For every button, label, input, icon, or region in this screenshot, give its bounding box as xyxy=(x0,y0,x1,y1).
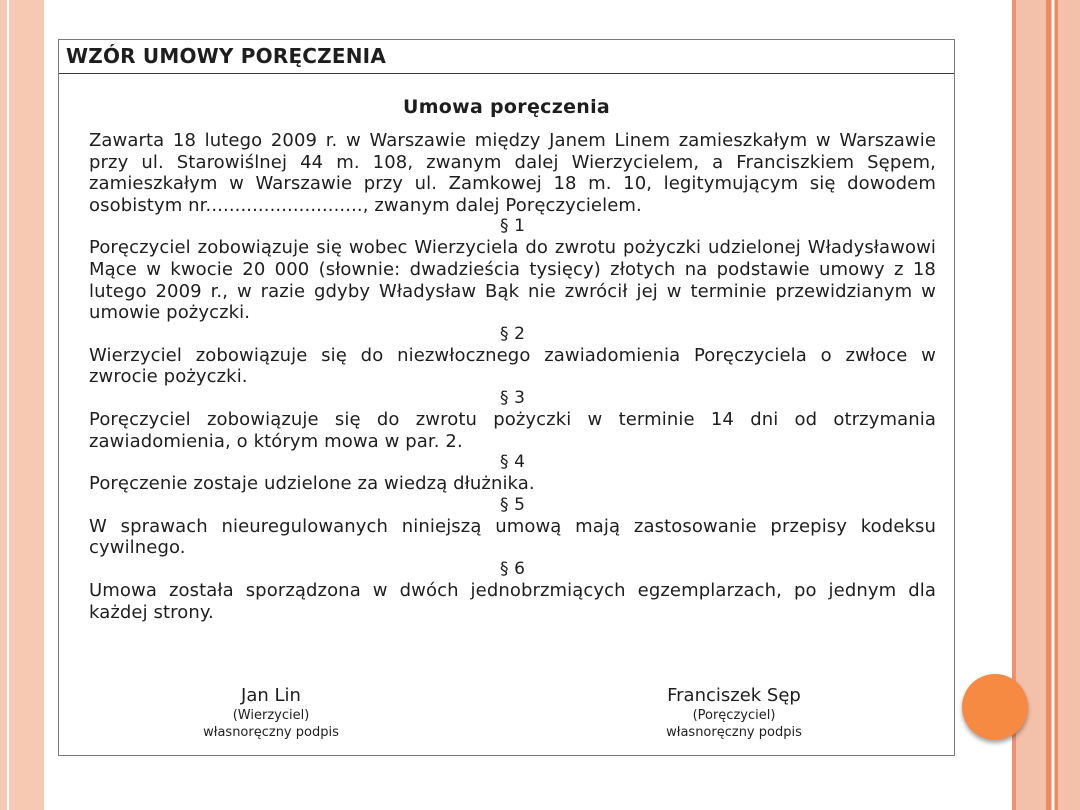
signatory-name: Franciszek Sęp xyxy=(667,685,801,706)
right-band-line xyxy=(1046,0,1051,810)
left-decorative-band xyxy=(0,0,44,810)
section-mark: § 4 xyxy=(499,452,526,473)
document-header: WZÓR UMOWY PORĘCZENIA xyxy=(59,40,954,74)
section-text: Poręczyciel zobowiązuje się wobec Wierzyciela do zwrotu pożyczki udzielonej Władysławowi Mące w kwocie 20 000 (słownie: dwadzieścia tysięcy) złotych na podstawie umowy z 18 lutego 2009 r., w razie gdyby Władysław Bąk nie zwrócił jej w terminie przewidzianym w umowie pożyczki. xyxy=(89,237,936,324)
signatory-name: Jan Lin xyxy=(241,685,301,706)
orange-circle-decoration xyxy=(962,674,1028,740)
guarantor-signature xyxy=(614,685,854,741)
left-band-stripe xyxy=(7,0,9,810)
section-mark: § 1 xyxy=(499,216,526,237)
section-text: Wierzyciel zobowiązuje się do niezwłocznego zawiadomienia Poręczyciela o zwłoce w zwrocie pożyczki. xyxy=(89,344,936,388)
signatory-role: (Wierzyciel) xyxy=(232,708,310,723)
section-text: Umowa została sporządzona w dwóch jednobrzmiących egzemplarzach, po jednym dla każdej strony. xyxy=(89,579,936,623)
contract-intro: Zawarta 18 lutego 2009 r. w Warszawie między Janem Linem zamieszkałym w Warszawie przy ul. Starowiślnej 44 m. 108, zwanym dalej Wierzycielem, a Franciszkiem Sępem, zamieszkałym w Warszawie przy ul. Zamkowej 18 m. 10, legitymującym się dowodem osobistym nr..........................., zwanym dalej Poręczycielem. xyxy=(89,130,936,216)
section-mark: § 3 xyxy=(499,387,526,408)
contract-body xyxy=(59,130,954,623)
section-text: Poręczyciel zobowiązuje się do zwrotu pożyczki w terminie 14 dni od otrzymania zawiadomienia, o którym mowa w par. 2. xyxy=(89,408,936,452)
section-mark: § 5 xyxy=(499,494,526,515)
contract-title: Umowa poręczenia xyxy=(402,96,611,118)
contract-document xyxy=(58,39,955,756)
section-text: W sprawach nieuregulowanych niniejszą umową mają zastosowanie przepisy kodeksu cywilnego. xyxy=(89,515,936,559)
section-text: Poręczenie zostaje udzielone za wiedzą dłużnika. xyxy=(89,473,535,495)
creditor-signature xyxy=(151,685,391,741)
signature-note: własnoręczny podpis xyxy=(666,725,802,740)
signature-block xyxy=(59,685,954,741)
section-mark: § 6 xyxy=(499,558,526,579)
section-mark: § 2 xyxy=(499,323,526,344)
right-band-line xyxy=(1052,0,1054,810)
right-band-line xyxy=(1055,0,1058,810)
signature-note: własnoręczny podpis xyxy=(203,725,339,740)
signatory-role: (Poręczyciel) xyxy=(692,708,776,723)
